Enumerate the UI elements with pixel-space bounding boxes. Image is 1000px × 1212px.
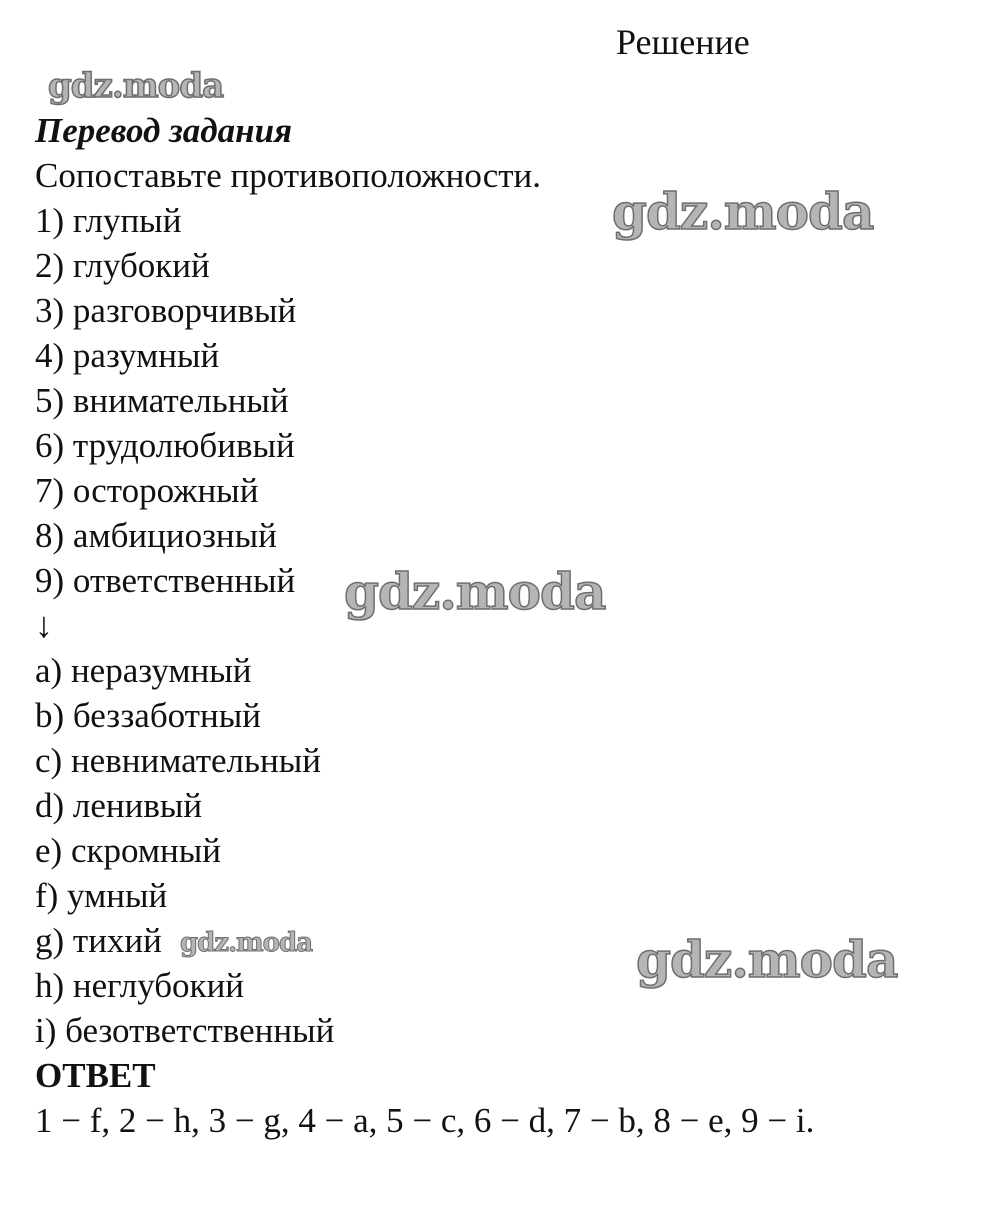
task-item-5: 5) внимательный <box>35 381 289 420</box>
task-item-4: 4) разумный <box>35 336 220 375</box>
option-h: h) неглубокий <box>35 966 245 1005</box>
task-item-9: 9) ответственный <box>35 561 296 600</box>
watermark-logo: gdz.moda <box>180 928 313 958</box>
task-heading: Перевод задания <box>35 111 293 150</box>
task-item-8: 8) амбициозный <box>35 516 277 555</box>
watermark-logo: gdz.moda <box>344 562 606 621</box>
task-item-2: 2) глубокий <box>35 246 210 285</box>
watermark-logo: gdz.moda <box>636 930 898 989</box>
option-g: g) тихий <box>35 921 162 960</box>
down-arrow-icon: ↓ <box>35 605 53 645</box>
option-a: a) неразумный <box>35 651 252 690</box>
option-f: f) умный <box>35 876 168 915</box>
option-b: b) беззаботный <box>35 696 261 735</box>
task-item-1: 1) глупый <box>35 201 182 240</box>
watermark-logo: gdz.moda <box>48 66 224 106</box>
option-d: d) ленивый <box>35 786 203 825</box>
task-instruction: Сопоставьте противоположности. <box>35 156 542 195</box>
option-e: e) скромный <box>35 831 221 870</box>
watermark-logo: gdz.moda <box>612 182 874 241</box>
answer-heading: ОТВЕТ <box>35 1056 156 1095</box>
answer-text: 1 − f, 2 − h, 3 − g, 4 − a, 5 − c, 6 − d, 7 − b, 8 − e, 9 − i. <box>35 1101 815 1140</box>
option-i: i) безответственный <box>35 1011 335 1050</box>
task-item-3: 3) разговорчивый <box>35 291 297 330</box>
task-item-6: 6) трудолюбивый <box>35 426 295 465</box>
task-item-7: 7) осторожный <box>35 471 259 510</box>
option-c: c) невнимательный <box>35 741 321 780</box>
page-header: Решение <box>616 22 750 62</box>
